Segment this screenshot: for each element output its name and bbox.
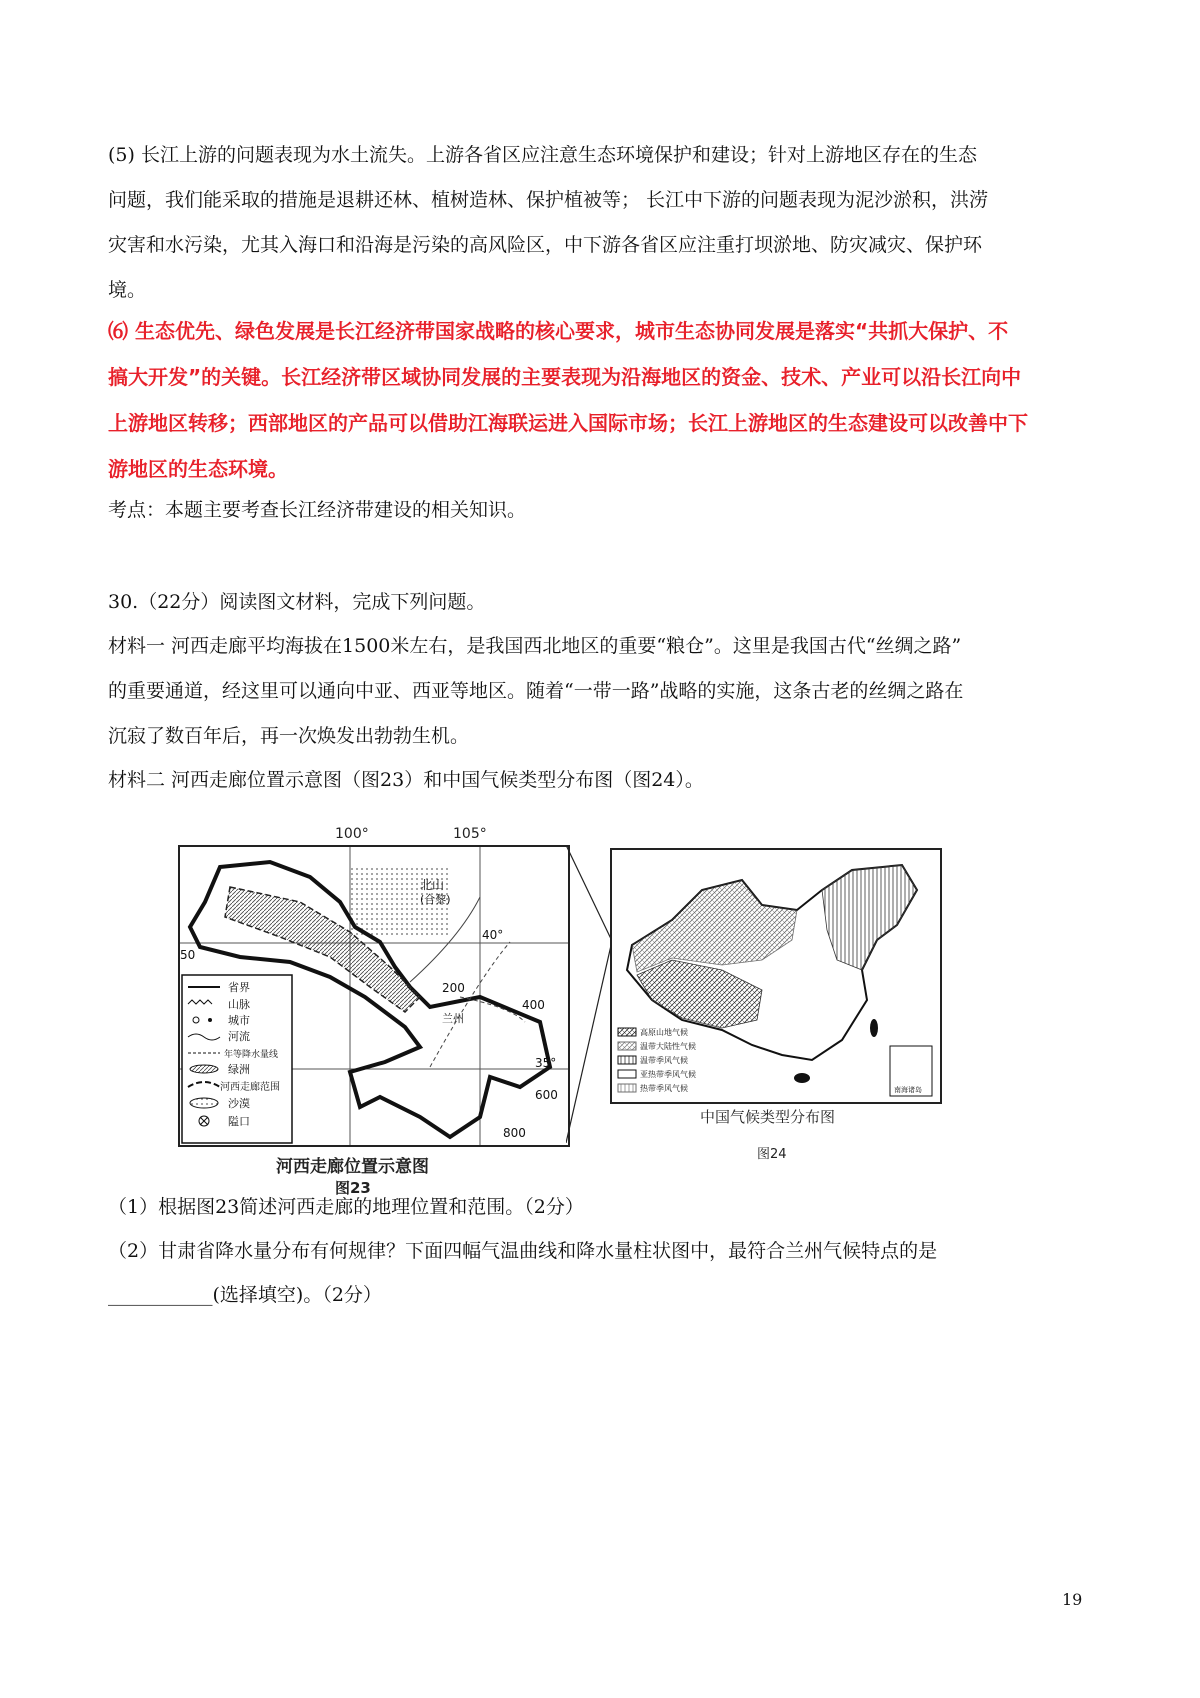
inset-label: 南海诸岛 xyxy=(894,1086,922,1094)
question-30-title: 30.（22分）阅读图文材料，完成下列问题。 xyxy=(108,591,486,613)
place-label: 北山 xyxy=(420,878,445,892)
question-2-line-1: （2）甘肃省降水量分布有何规律？下面四幅气温曲线和降水量柱状图中，最符合兰州气候特点的是 xyxy=(108,1240,938,1262)
figure-24-caption: 中国气候类型分布图 xyxy=(700,1108,836,1126)
section-5-line: (5) 长江上游的问题表现为水土流失。上游各省区应注意生态环境保护和建设；针对上游地区存在的生态 xyxy=(108,144,977,166)
figure-connector xyxy=(566,845,612,1143)
isohyet-label: 600 xyxy=(535,1088,558,1102)
section-6-line: 游地区的生态环境。 xyxy=(108,457,288,481)
legend-23-item: 隘口 xyxy=(228,1115,250,1128)
lat-label: 40° xyxy=(482,928,504,942)
section-5-line: 灾害和水污染，尤其入海口和沿海是污染的高风险区，中下游各省区应注重打坝淤地、防灾减灾、保护环 xyxy=(108,234,983,256)
isohyet-label: 50 xyxy=(180,948,196,962)
section-5-line: 问题，我们能采取的措施是退耕还林、植树造林、保护植被等； 长江中下游的问题表现为泥沙淤积，洪涝 xyxy=(108,189,989,211)
figure-23-map xyxy=(178,845,570,1147)
section-6-paragraph xyxy=(108,308,1100,492)
legend-23-item: 省界 xyxy=(228,981,250,994)
legend-23-item: 城市 xyxy=(228,1014,250,1027)
section-6-line: 上游地区转移；西部地区的产品可以借助江海联运进入国际市场；长江上游地区的生态建设可以改善中下 xyxy=(108,411,1028,435)
legend-23-item: 绿洲 xyxy=(228,1063,250,1076)
legend-23-item: 年等降水量线 xyxy=(224,1050,279,1060)
section-5-line: 境。 xyxy=(108,279,147,301)
isohyet-label: 200 xyxy=(442,981,465,995)
kaodian-line: 考点：本题主要考查长江经济带建设的相关知识。 xyxy=(108,499,527,521)
question-1: （1）根据图23简述河西走廊的地理位置和范围。（2分） xyxy=(108,1196,584,1218)
figure-23-caption: 河西走廊位置示意图 xyxy=(276,1157,429,1177)
lon-label: 100° xyxy=(335,826,369,842)
section-5-paragraph xyxy=(108,133,1100,313)
lat-label: 35° xyxy=(535,1056,557,1070)
material-1-line: 的重要通道，经这里可以通向中亚、西亚等地区。随着“一带一路”战略的实施，这条古老的丝绸之路在 xyxy=(108,680,964,702)
figure-24-map xyxy=(610,848,942,1104)
page-number: 19 xyxy=(1062,1590,1083,1609)
material-1 xyxy=(108,624,1100,759)
figure-23-label: 图23 xyxy=(335,1179,371,1197)
material-2: 材料二 河西走廊位置示意图（图23）和中国气候类型分布图（图24）。 xyxy=(108,769,704,791)
figure-24-label: 图24 xyxy=(757,1147,787,1162)
legend-24-item: 热带季风气候 xyxy=(640,1084,688,1093)
material-1-line: 沉寂了数百年后，再一次焕发出勃勃生机。 xyxy=(108,725,470,747)
isohyet-label: 400 xyxy=(522,998,545,1012)
legend-24-item: 温带季风气候 xyxy=(640,1056,688,1065)
isohyet-label: 800 xyxy=(503,1126,526,1140)
legend-23-item: 沙漠 xyxy=(228,1097,250,1110)
legend-24-item: 高原山地气候 xyxy=(640,1028,688,1037)
legend-24-item: 温带大陆性气候 xyxy=(640,1042,696,1051)
legend-23-item: 山脉 xyxy=(228,998,250,1011)
material-1-line: 材料一 河西走廊平均海拔在1500米左右，是我国西北地区的重要“粮仓”。这里是我国古代“丝绸之路” xyxy=(108,635,962,657)
section-6-line: ⑹ 生态优先、绿色发展是长江经济带国家战略的核心要求，城市生态协同发展是落实“共抓大保护、不 xyxy=(108,319,1009,343)
place-label: (合黎) xyxy=(420,893,451,906)
legend-24-item: 亚热带季风气候 xyxy=(640,1070,696,1079)
legend-23-item: 河流 xyxy=(228,1030,250,1043)
figure-24-drawing xyxy=(612,850,940,1102)
section-6-line: 搞大开发”的关键。长江经济带区域协同发展的主要表现为沿海地区的资金、技术、产业可以沿长江向中 xyxy=(108,365,1022,389)
figure-23-drawing xyxy=(180,847,568,1145)
lon-label: 105° xyxy=(453,826,487,842)
legend-23-item: 河西走廊范围 xyxy=(220,1082,280,1093)
place-label: 兰州 xyxy=(442,1012,464,1025)
question-2-line-2: ___________(选择填空)。（2分） xyxy=(108,1284,382,1306)
